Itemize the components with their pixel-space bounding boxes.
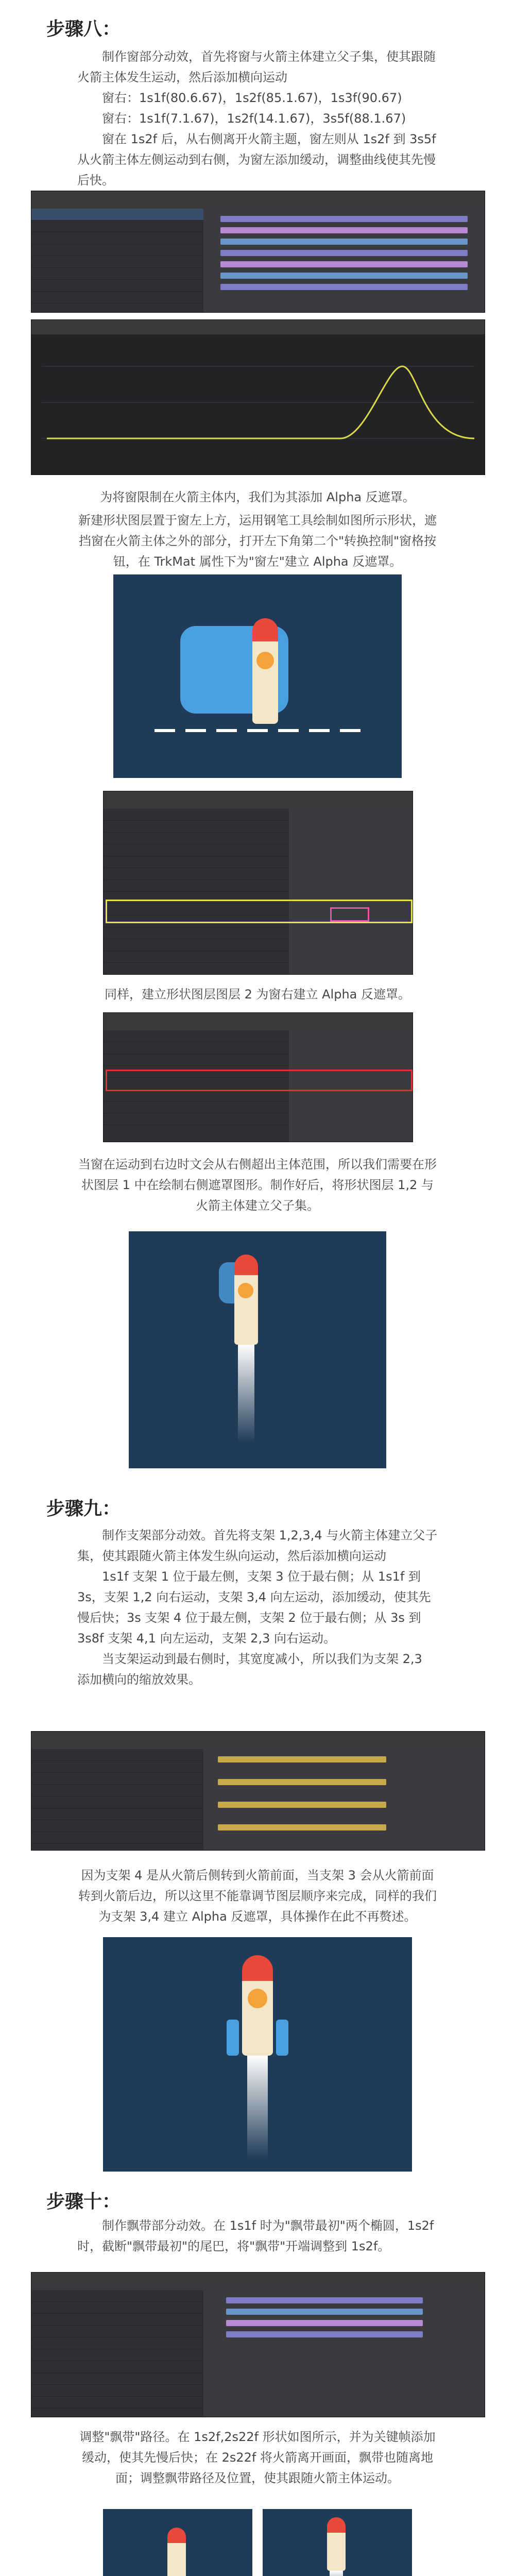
ae-timeline xyxy=(203,209,485,312)
ae-screenshot-supports xyxy=(31,1731,485,1851)
ground-line xyxy=(154,729,360,732)
scene-window-mask xyxy=(113,574,402,778)
step9-p3: 当支架运动到最右侧时，其宽度减小，所以我们为支架 2,3 添加横向的缩放效果。 xyxy=(77,1652,422,1687)
support-leg-icon xyxy=(276,2020,288,2056)
ae-screenshot-ribbon xyxy=(31,2272,485,2417)
support-leg-icon xyxy=(227,2020,239,2056)
ae-screenshot-layers-1 xyxy=(103,791,413,975)
scene-ribbon-a xyxy=(103,2509,252,2576)
window-icon xyxy=(238,1283,253,1298)
step9-p2: 1s1f 支架 1 位于最左侧，支架 3 位于最右侧；从 1s1f 到 3s，支架 1,2 向右运动，支架 3,4 向左运动，添加缓动，使其先慢后快；3s 支架 4 位于最左侧，支架 2 位于最右侧；从 3s 到 3s8f 支架 4,1 向左运动，支架 2,3 向右运动。 xyxy=(77,1569,431,1646)
step8-p2: 窗右：1s1f(80.6.67)，1s2f(85.1.67)，1s3f(90.67) xyxy=(102,91,402,105)
step8-caption2: 新建形状图层置于窗左上方，运用钢笔工具绘制如图所示形状，遮挡窗在火箭主体之外的部分，打开左下角第二个"转换控制"窗格按钮，在 TrkMat 属性下为"窗左"建立 Alpha 反遮罩。 xyxy=(78,513,437,569)
ae-graph-editor xyxy=(31,319,485,475)
step10-p1: 制作飘带部分动效。在 1s1f 时为"飘带最初"两个椭圆，1s2f 时，截断"飘带最初"的尾巴，将"飘带"开端调整到 1s2f。 xyxy=(77,2218,434,2253)
step10-caption1: 调整"飘带"路径。在 1s2f,2s22f 形状如图所示，并为关键帧添加缓动，使其先慢后快；在 2s22f 将火箭离开画面，飘带也随离地面；调整飘带路径及位置，使其跟随火箭主体运动。 xyxy=(79,2430,436,2485)
step9-caption1: 因为支架 4 是从火箭后侧转到火箭前面，当支架 3 会从火箭前面转到火箭后边，所以这里不能靠调节图层顺序来完成，同样的我们为支架 3,4 建立 Alpha 反遮罩，具体操作在此不再赘述。 xyxy=(78,1868,437,1924)
ae-screenshot-keyframes xyxy=(31,191,485,313)
speed-curve xyxy=(31,335,485,474)
ae-toolbar xyxy=(31,191,485,209)
step8-text xyxy=(77,46,438,191)
step10-text xyxy=(77,2215,438,2257)
highlight-box-red xyxy=(106,1070,413,1091)
step9-title: 步骤九： xyxy=(46,1498,121,1519)
step8-p3: 窗右：1s1f(7.1.67)，1s2f(14.1.67)，3s5f(88.1.67) xyxy=(102,111,406,126)
flame-icon xyxy=(330,2571,343,2576)
window-icon xyxy=(256,652,274,669)
scene-ribbon-b xyxy=(263,2509,412,2576)
ae-screenshot-layers-2 xyxy=(103,1012,413,1142)
step8-p1: 制作窗部分动效，首先将窗与火箭主体建立父子集，使其跟随火箭主体发生运动，然后添加横向运动 xyxy=(77,49,436,84)
scene-supports xyxy=(103,1937,412,2172)
flame-icon xyxy=(238,1345,254,1443)
flame-icon xyxy=(247,2056,268,2159)
step8-p4: 窗在 1s2f 后，从右侧离开火箭主题，窗左则从 1s2f 到 3s5f 从火箭主体左侧运动到右侧，为窗左添加缓动，调整曲线使其先慢后快。 xyxy=(77,132,436,188)
step9-text xyxy=(77,1525,438,1690)
ae-layer-list xyxy=(31,209,203,312)
trkmat-highlight xyxy=(330,907,369,922)
step8-title: 步骤八： xyxy=(46,19,121,40)
step9-p1: 制作支架部分动效。首先将支架 1,2,3,4 与火箭主体建立父子集，使其跟随火箭主体发生纵向运动，然后添加横向运动 xyxy=(77,1528,438,1563)
step8-caption3: 同样，建立形状图层图层 2 为窗右建立 Alpha 反遮罩。 xyxy=(104,987,411,1002)
window-icon xyxy=(248,1989,267,2008)
scene-window-mask-2 xyxy=(129,1231,386,1468)
step8-caption1: 为将窗限制在火箭主体内，我们为其添加 Alpha 反遮罩。 xyxy=(100,490,415,504)
step10-title: 步骤十： xyxy=(46,2191,121,2212)
step8-caption4: 当窗在运动到右边时文会从右侧超出主体范围，所以我们需要在形状图层 1 中在绘制右侧遮罩图形。制作好后，将形状图层 1,2 与火箭主体建立父子集。 xyxy=(78,1157,437,1213)
